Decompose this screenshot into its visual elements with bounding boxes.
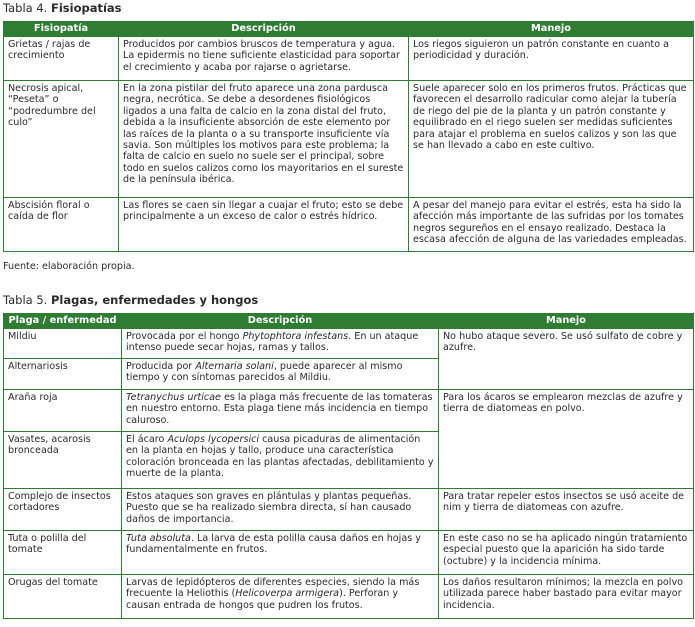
table-row bbox=[4, 489, 694, 531]
table4-header-fisiopatia: Fisiopatía bbox=[4, 22, 119, 37]
table5-header-descripcion: Descripción bbox=[122, 314, 439, 329]
table5-cell-plaga: Vasates, acarosis bronceada bbox=[4, 432, 122, 489]
table4-cell-fisiopatia: Grietas / rajas de crecimiento bbox=[4, 37, 119, 81]
table4-cell-manejo: A pesar del manejo para evitar el estrés, esta ha sido la afección más importante de las sufridas por los tomates negros segureños en el ensayo realizado. Destaca la escasa afección de alguna de las variedades empleadas. bbox=[409, 198, 694, 252]
table-row bbox=[4, 531, 694, 575]
table-row bbox=[4, 81, 694, 198]
table4-cell-manejo: Suele aparecer solo en los primeros frutos. Prácticas que favorecen el desarrollo radicular como alejar la tubería de riego del pie de la planta y un patrón constante y equilibrado en el riego suelen ser medidas suficientes para atajar el problema en suelos calizos y son las que se han llevado a cabo en este cultivo. bbox=[409, 81, 694, 198]
table5-header-row bbox=[4, 314, 694, 329]
table5-cell-descripcion: Tuta absoluta. La larva de esta polilla causa daños en hojas y fundamentalmente en frutos. bbox=[122, 531, 439, 575]
table5-title: Plagas, enfermedades y hongos bbox=[51, 293, 259, 307]
table5-cell-descripcion: Producida por Alternaria solani, puede aparecer al mismo tiempo y con síntomas parecidos al Mildiu. bbox=[122, 359, 439, 390]
table4-header-manejo: Manejo bbox=[409, 22, 694, 37]
table4-cell-descripcion: Producidos por cambios bruscos de temperatura y agua. La epidermis no tiene suficiente elasticidad para soportar el crecimiento y acaba por rajarse o agrietarse. bbox=[119, 37, 409, 81]
table4-label: Tabla 4. bbox=[3, 1, 48, 15]
table4-cell-descripcion: Las flores se caen sin llegar a cuajar el fruto; esto se debe principalmente a un exceso de calor o estrés hídrico. bbox=[119, 198, 409, 252]
table4-source: Fuente: elaboración propia. bbox=[3, 261, 135, 272]
table4-cell-fisiopatia: Necrosis apical, “Peseta” o “podredumbre del culo” bbox=[4, 81, 119, 198]
table4-caption bbox=[3, 2, 122, 15]
table5-cell-descripcion: Estos ataques son graves en plántulas y plantas pequeñas. Puesto que se ha realizado siembra directa, sí han causado daños de importancia. bbox=[122, 489, 439, 531]
table4 bbox=[3, 21, 694, 252]
table5-cell-plaga: Complejo de insectos cortadores bbox=[4, 489, 122, 531]
table5-cell-manejo: No hubo ataque severo. Se usó sulfato de cobre y azufre. bbox=[439, 329, 694, 390]
table5-cell-plaga: Orugas del tomate bbox=[4, 575, 122, 619]
table5-cell-descripcion: Larvas de lepidópteros de diferentes especies, siendo la más frecuente la Heliothis (Helicoverpa armigera). Perforan y causan entrada de hongos que pudren los frutos. bbox=[122, 575, 439, 619]
table4-header-descripcion: Descripción bbox=[119, 22, 409, 37]
table4-cell-manejo: Los riegos siguieron un patrón constante en cuanto a periodicidad y duración. bbox=[409, 37, 694, 81]
table5-header-manejo: Manejo bbox=[439, 314, 694, 329]
table4-header-row bbox=[4, 22, 694, 37]
table5-cell-manejo: Para tratar repeler estos insectos se usó aceite de nim y tierra de diatomeas con azufre. bbox=[439, 489, 694, 531]
table4-cell-fisiopatia: Abscisión floral o caída de flor bbox=[4, 198, 119, 252]
table5-cell-descripcion: El ácaro Aculops lycopersici causa picaduras de alimentación en la planta en hojas y tallo, produce una característica coloración bronceada en las plantas afectadas, debilitamiento y muerte de la planta. bbox=[122, 432, 439, 489]
table5-cell-descripcion: Tetranychus urticae es la plaga más frecuente de las tomateras en nuestro entorno. Esta plaga tiene más incidencia en tiempo caluroso. bbox=[122, 390, 439, 432]
table5-header-plaga: Plaga / enfermedad bbox=[4, 314, 122, 329]
table5-cell-manejo: Los daños resultaron mínimos; la mezcla en polvo utilizada parece haber bastado para evitar mayor incidencia. bbox=[439, 575, 694, 619]
table5-cell-plaga: Alternariosis bbox=[4, 359, 122, 390]
table-row bbox=[4, 390, 694, 432]
table-row bbox=[4, 37, 694, 81]
table5-cell-manejo: Para los ácaros se emplearon mezclas de azufre y tierra de diatomeas en polvo. bbox=[439, 390, 694, 489]
table5 bbox=[3, 313, 694, 619]
table-row bbox=[4, 198, 694, 252]
table4-title: Fisiopatías bbox=[51, 1, 122, 15]
table5-cell-plaga: Mildiu bbox=[4, 329, 122, 359]
table4-cell-descripcion: En la zona pistilar del fruto aparece una zona pardusca negra, necrótica. Se debe a desordenes fisiológicos ligados a una falta de calcio en la zona distal del fruto, debida a la insuficiente absorción de este elemento por las raíces de la planta o a su transporte insuficiente vía savia. Son múltiples los motivos para este problema; la falta de calcio en suelo no suele ser el principal, sobre todo en suelos calizos como los mayoritarios en el sureste de la península ibérica. bbox=[119, 81, 409, 198]
table5-cell-plaga: Tuta o polilla del tomate bbox=[4, 531, 122, 575]
table5-cell-descripcion: Provocada por el hongo Phytophtora infestans. En un ataque intenso puede secar hojas, ramas y tallos. bbox=[122, 329, 439, 359]
table5-cell-plaga: Araña roja bbox=[4, 390, 122, 432]
table5-caption bbox=[3, 294, 258, 307]
table-row bbox=[4, 575, 694, 619]
table5-label: Tabla 5. bbox=[3, 293, 48, 307]
table-row bbox=[4, 329, 694, 359]
table5-cell-manejo: En este caso no se ha aplicado ningún tratamiento especial puesto que la aparición ha sido tarde (octubre) y la incidencia mínima. bbox=[439, 531, 694, 575]
